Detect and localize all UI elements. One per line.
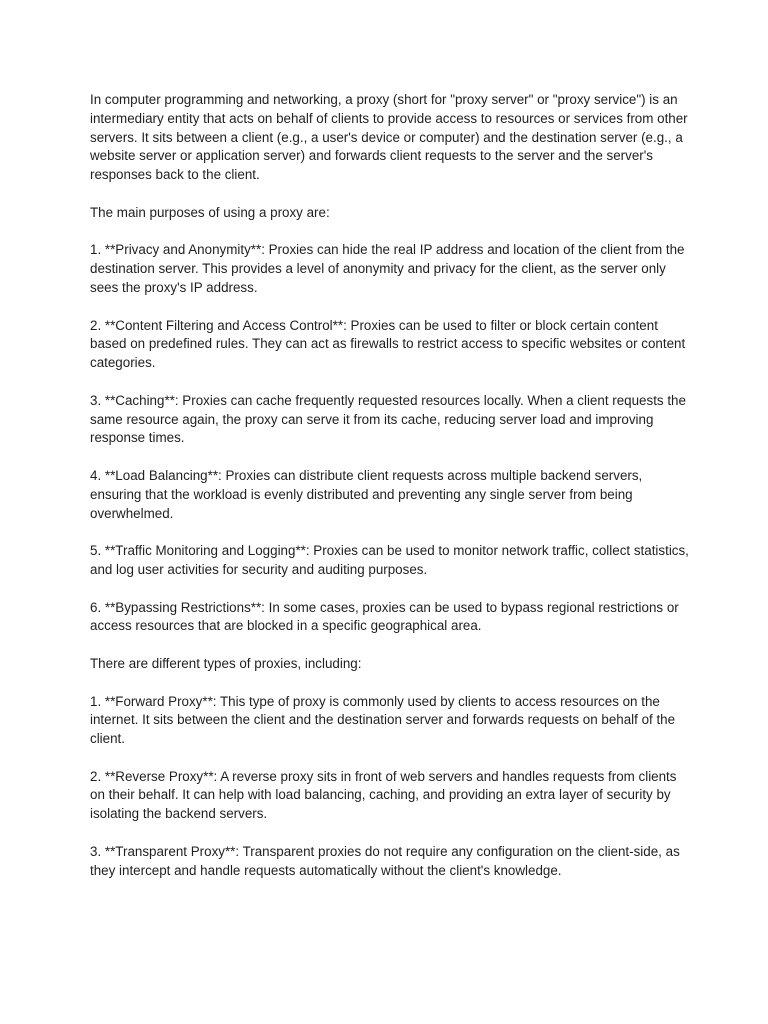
purpose-item-privacy: 1. **Privacy and Anonymity**: Proxies can hide the real IP address and location of the client from the destination server. This provides a level of anonymity and privacy for the client, as the server only sees the proxy's IP address. [90, 242, 685, 295]
document-page [90, 91, 690, 899]
types-heading: There are different types of proxies, including: [90, 655, 362, 671]
type-item-reverse-proxy: 2. **Reverse Proxy**: A reverse proxy sits in front of web servers and handles requests from clients on their behalf. It can help with load balancing, caching, and providing an extra layer of security by isolating the backend servers. [90, 768, 677, 822]
purpose-item-traffic-monitoring: 5. **Traffic Monitoring and Logging**: Proxies can be used to monitor network traffic, collect statistics, and log user activities for security and auditing purposes. [90, 543, 689, 577]
purposes-heading: The main purposes of using a proxy are: [90, 204, 330, 220]
purpose-item-bypassing: 6. **Bypassing Restrictions**: In some cases, proxies can be used to bypass regional restrictions or access resources that are blocked in a specific geographical area. [90, 599, 679, 634]
purpose-item-load-balancing: 4. **Load Balancing**: Proxies can distribute client requests across multiple backend servers, ensuring that the workload is evenly distributed and preventing any single server from being overwhelmed. [90, 467, 643, 521]
purpose-item-caching: 3. **Caching**: Proxies can cache frequently requested resources locally. When a client requests the same resource again, the proxy can serve it from its cache, reducing server load and improving response times. [90, 392, 686, 446]
type-item-forward-proxy: 1. **Forward Proxy**: This type of proxy is commonly used by clients to access resources on the internet. It sits between the client and the destination server and forwards requests on behalf of the client. [90, 693, 676, 747]
type-item-transparent-proxy: 3. **Transparent Proxy**: Transparent proxies do not require any configuration on the client-side, as they intercept and handle requests automatically without the client's knowledge. [90, 843, 680, 878]
intro-paragraph: In computer programming and networking, a proxy (short for "proxy server" or "proxy service") is an intermediary entity that acts on behalf of clients to provide access to resources or services from other servers. It sits between a client (e.g., a user's device or computer) and the destination server (e.g., a website server or application server) and forwards client requests to the server and the server's responses back to the client. [90, 92, 688, 183]
purpose-item-content-filtering: 2. **Content Filtering and Access Control**: Proxies can be used to filter or block certain content based on predefined rules. They can act as firewalls to restrict access to specific websites or content categories. [90, 317, 686, 371]
